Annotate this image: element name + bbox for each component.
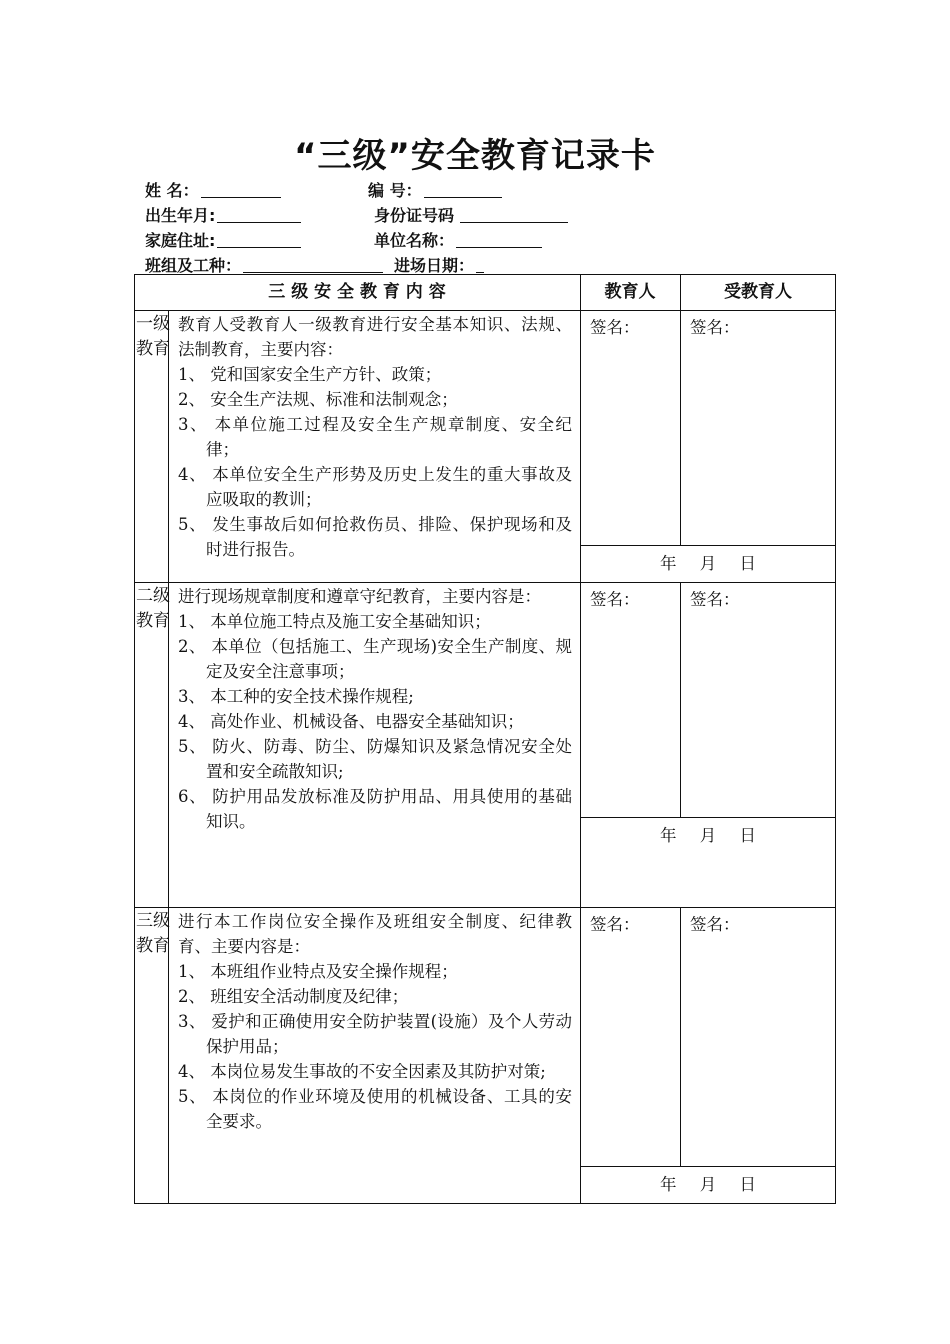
level-2-item: 3、 本工种的安全技术操作规程;	[178, 687, 414, 706]
row-divider-2	[134, 907, 836, 908]
level-3-date[interactable]: 年 月 日	[660, 1175, 756, 1194]
header-educator: 教育人	[604, 282, 656, 302]
unit-label: 单位名称：	[374, 231, 455, 250]
name-label: 姓 名：	[145, 181, 199, 200]
level-2-item: 5、 防火、防毒、防尘、防爆知识及紧急情况安全处置和安全疏散知识;	[178, 737, 572, 781]
level-3-educator-sign[interactable]: 签名：	[590, 915, 640, 934]
table-border-bottom	[134, 1203, 836, 1204]
level-2-item: 2、 本单位（包括施工、生产现场)安全生产制度、规定及安全注意事项；	[178, 637, 572, 681]
level-1-item: 5、 发生事故后如何抢救伤员、排险、保护现场和及时进行报告。	[178, 515, 572, 559]
level-1-date[interactable]: 年 月 日	[660, 554, 756, 573]
level-1-name: 一级教育	[136, 314, 170, 359]
level-3-name: 三级教育	[136, 911, 170, 956]
education-record-table	[134, 274, 836, 1204]
date-divider-1	[580, 545, 836, 546]
table-border-left	[134, 274, 135, 1204]
level-1-trainee-sign[interactable]: 签名：	[690, 318, 740, 337]
level-3-item: 4、 本岗位易发生事故的不安全因素及其防护对策;	[178, 1062, 546, 1081]
level-3-intro: 进行本工作岗位安全操作及班组安全制度、纪律教育、主要内容是：	[178, 912, 572, 956]
name-field[interactable]	[145, 178, 281, 201]
entry-date-field[interactable]	[394, 253, 484, 276]
team-label: 班组及工种：	[145, 256, 242, 275]
entry-date-label: 进场日期：	[394, 256, 475, 275]
header-divider	[134, 310, 836, 311]
sign-divider-3	[680, 907, 681, 1166]
row-divider-1	[134, 582, 836, 583]
level-1-educator-sign[interactable]: 签名：	[590, 318, 640, 337]
address-label: 家庭住址:	[145, 231, 216, 250]
level-2-item: 4、 高处作业、机械设备、电器安全基础知识；	[178, 712, 524, 731]
content-column-divider	[580, 274, 581, 1204]
serial-label: 编 号：	[368, 181, 422, 200]
sign-divider-2	[680, 582, 681, 817]
level-2-name: 二级教育	[136, 586, 170, 631]
level-2-content	[178, 584, 572, 834]
level-1-content	[178, 312, 572, 562]
level-3-item: 2、 班组安全活动制度及纪律；	[178, 987, 409, 1006]
table-border-top	[134, 274, 836, 275]
unit-blank[interactable]	[456, 231, 542, 248]
team-field[interactable]	[145, 253, 383, 276]
level-column-divider	[168, 310, 169, 1204]
birth-field[interactable]	[145, 203, 301, 226]
entry-date-blank[interactable]	[476, 256, 484, 273]
level-1-intro: 教育人受教育人一级教育进行安全基本知识、法规、法制教育，主要内容：	[178, 315, 572, 359]
level-2-trainee-sign[interactable]: 签名：	[690, 590, 740, 609]
serial-field[interactable]	[368, 178, 502, 201]
level-1-item: 2、 安全生产法规、标准和法制观念；	[178, 390, 458, 409]
id-blank[interactable]	[460, 206, 568, 223]
table-border-right	[835, 274, 836, 1204]
sign-divider-header-1	[680, 274, 681, 545]
level-3-item: 3、 爱护和正确使用安全防护装置(设施）及个人劳动保护用品；	[178, 1012, 572, 1056]
level-1-item: 4、 本单位安全生产形势及历史上发生的重大事故及应吸取的教训；	[178, 465, 572, 509]
level-2-item: 6、 防护用品发放标准及防护用品、用具使用的基础知识。	[178, 787, 572, 831]
level-3-trainee-sign[interactable]: 签名：	[690, 915, 740, 934]
level-1-item: 3、 本单位施工过程及安全生产规章制度、安全纪律；	[178, 415, 572, 459]
address-field[interactable]	[145, 228, 301, 251]
id-label: 身份证号码	[374, 206, 455, 225]
level-2-item: 1、 本单位施工特点及施工安全基础知识；	[178, 612, 491, 631]
id-field[interactable]	[374, 203, 568, 226]
level-2-date[interactable]: 年 月 日	[660, 826, 756, 845]
birth-blank[interactable]	[217, 206, 301, 223]
header-content: 三 级 安 全 教 育 内 容	[268, 282, 446, 302]
serial-blank[interactable]	[424, 181, 502, 198]
date-divider-3	[580, 1166, 836, 1167]
level-3-item: 1、 本班组作业特点及安全操作规程；	[178, 962, 458, 981]
level-3-item: 5、 本岗位的作业环境及使用的机械设备、工具的安全要求。	[178, 1087, 572, 1131]
level-3-content	[178, 909, 572, 1134]
unit-field[interactable]	[374, 228, 542, 251]
level-1-item: 1、 党和国家安全生产方针、政策；	[178, 365, 442, 384]
level-2-intro: 进行现场规章制度和遵章守纪教育，主要内容是：	[178, 587, 541, 606]
name-blank[interactable]	[201, 181, 281, 198]
team-blank[interactable]	[243, 256, 383, 273]
level-2-educator-sign[interactable]: 签名：	[590, 590, 640, 609]
birth-label: 出生年月:	[145, 206, 216, 225]
header-trainee: 受教育人	[724, 282, 792, 302]
address-blank[interactable]	[217, 231, 301, 248]
date-divider-2	[580, 817, 836, 818]
document-title: “三级”安全教育记录卡	[294, 136, 656, 176]
